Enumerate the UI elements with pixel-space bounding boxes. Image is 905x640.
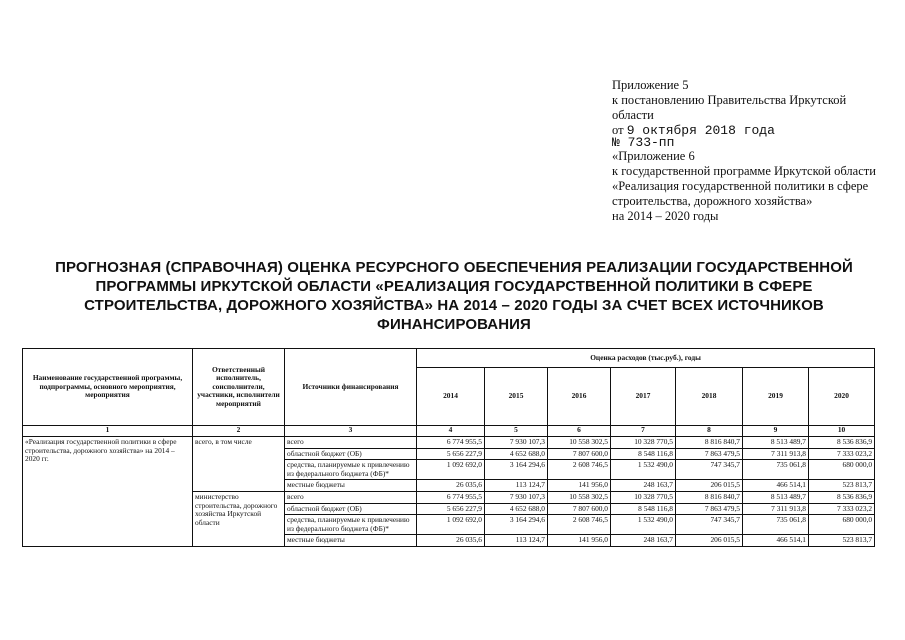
header-estimate: Оценка расходов (тыс.руб.), годы [417,349,875,368]
value-cell: 4 652 688,0 [485,503,548,515]
column-number: 5 [485,426,548,437]
header-year: 2014 [417,368,485,426]
value-cell: 7 807 600,0 [548,448,611,460]
column-number-row [23,426,875,437]
column-number: 7 [611,426,676,437]
appendix-date-value: 9 октября 2018 года [626,123,775,138]
value-cell: 5 656 227,9 [417,503,485,515]
source-cell: средства, планируемые к привлечению из федерального бюджета (ФБ)* [285,460,417,480]
value-cell: 10 328 770,5 [611,491,676,503]
value-cell: 8 548 116,8 [611,448,676,460]
executor-cell: министерство строительства, дорожного хозяйства Иркутской области [193,491,285,546]
value-cell: 113 124,7 [485,480,548,492]
value-cell: 7 311 913,8 [743,448,809,460]
source-cell: всего [285,491,417,503]
value-cell: 523 813,7 [809,480,875,492]
value-cell: 8 536 836,9 [809,437,875,449]
value-cell: 2 608 746,5 [548,515,611,535]
value-cell: 8 548 116,8 [611,503,676,515]
table-body [23,437,875,547]
header-year: 2018 [676,368,743,426]
value-cell: 747 345,7 [676,460,743,480]
column-number: 4 [417,426,485,437]
column-number: 1 [23,426,193,437]
source-cell: всего [285,437,417,449]
value-cell: 2 608 746,5 [548,460,611,480]
value-cell: 1 092 692,0 [417,515,485,535]
value-cell: 1 092 692,0 [417,460,485,480]
program-name-cell: «Реализация государственной политики в сфере строительства, дорожного хозяйства» на 2014 – 2020 гг. [23,437,193,547]
column-number: 8 [676,426,743,437]
appendix-line-1: Приложение 5 [612,78,689,92]
value-cell: 8 513 489,7 [743,437,809,449]
value-cell: 141 956,0 [548,535,611,547]
header-year: 2017 [611,368,676,426]
source-cell: областной бюджет (ОБ) [285,448,417,460]
appendix-line-2: к постановлению Правительства Иркутской области [612,93,847,122]
value-cell: 735 061,8 [743,515,809,535]
column-number: 2 [193,426,285,437]
value-cell: 1 532 490,0 [611,460,676,480]
source-cell: средства, планируемые к привлечению из федерального бюджета (ФБ)* [285,515,417,535]
value-cell: 8 816 840,7 [676,437,743,449]
header-year: 2019 [743,368,809,426]
value-cell: 680 000,0 [809,460,875,480]
value-cell: 26 035,6 [417,480,485,492]
value-cell: 8 536 836,9 [809,491,875,503]
appendix-block [612,78,882,224]
value-cell: 7 807 600,0 [548,503,611,515]
value-cell: 3 164 294,6 [485,515,548,535]
header-name: Наименование государственной программы, подпрограммы, основного мероприятия, мероприятия [23,349,193,426]
header-source: Источники финансирования [285,349,417,426]
value-cell: 523 813,7 [809,535,875,547]
value-cell: 747 345,7 [676,515,743,535]
source-cell: областной бюджет (ОБ) [285,503,417,515]
value-cell: 10 558 302,5 [548,491,611,503]
appendix-date-prefix: от [612,123,624,137]
value-cell: 7 333 023,2 [809,503,875,515]
header-year: 2020 [809,368,875,426]
appendix-number: № 733-пп [612,135,675,150]
value-cell: 248 163,7 [611,535,676,547]
table-row [23,437,875,449]
value-cell: 466 514,1 [743,480,809,492]
value-cell: 10 328 770,5 [611,437,676,449]
value-cell: 7 333 023,2 [809,448,875,460]
value-cell: 248 163,7 [611,480,676,492]
value-cell: 3 164 294,6 [485,460,548,480]
column-number: 9 [743,426,809,437]
value-cell: 5 656 227,9 [417,448,485,460]
value-cell: 680 000,0 [809,515,875,535]
financing-table [22,348,875,547]
column-number: 6 [548,426,611,437]
value-cell: 206 015,5 [676,480,743,492]
value-cell: 26 035,6 [417,535,485,547]
value-cell: 7 311 913,8 [743,503,809,515]
appendix-line-6: к государственной программе Иркутской области «Реализация государственной политики в сфере строительства, дорожного хозяйства» [612,164,876,208]
value-cell: 141 956,0 [548,480,611,492]
header-executor: Ответственный исполнитель, соисполнители, участники, исполнители мероприятий [193,349,285,426]
value-cell: 6 774 955,5 [417,437,485,449]
source-cell: местные бюджеты [285,480,417,492]
value-cell: 8 513 489,7 [743,491,809,503]
appendix-line-5: «Приложение 6 [612,149,695,163]
value-cell: 206 015,5 [676,535,743,547]
value-cell: 7 930 107,3 [485,491,548,503]
value-cell: 466 514,1 [743,535,809,547]
value-cell: 4 652 688,0 [485,448,548,460]
column-number: 10 [809,426,875,437]
value-cell: 7 863 479,5 [676,503,743,515]
value-cell: 113 124,7 [485,535,548,547]
value-cell: 735 061,8 [743,460,809,480]
column-number: 3 [285,426,417,437]
appendix-line-7: на 2014 – 2020 годы [612,209,719,223]
value-cell: 7 930 107,3 [485,437,548,449]
value-cell: 10 558 302,5 [548,437,611,449]
value-cell: 1 532 490,0 [611,515,676,535]
value-cell: 8 816 840,7 [676,491,743,503]
document-title: ПРОГНОЗНАЯ (СПРАВОЧНАЯ) ОЦЕНКА РЕСУРСНОГО ОБЕСПЕЧЕНИЯ РЕАЛИЗАЦИИ ГОСУДАРСТВЕННОЙ ПРОГРАММЫ ИРКУТСКОЙ ОБЛАСТИ «РЕАЛИЗАЦИЯ ГОСУДАРСТВЕННОЙ ПОЛИТИКИ В СФЕРЕ СТРОИТЕЛЬСТВА, ДОРОЖНОГО ХОЗЯЙСТВА» НА 2014 – 2020 ГОДЫ ЗА СЧЕТ ВСЕХ ИСТОЧНИКОВ ФИНАНСИРОВАНИЯ [55,259,853,333]
value-cell: 7 863 479,5 [676,448,743,460]
executor-cell: всего, в том числе [193,437,285,492]
value-cell: 6 774 955,5 [417,491,485,503]
header-year: 2016 [548,368,611,426]
source-cell: местные бюджеты [285,535,417,547]
header-year: 2015 [485,368,548,426]
